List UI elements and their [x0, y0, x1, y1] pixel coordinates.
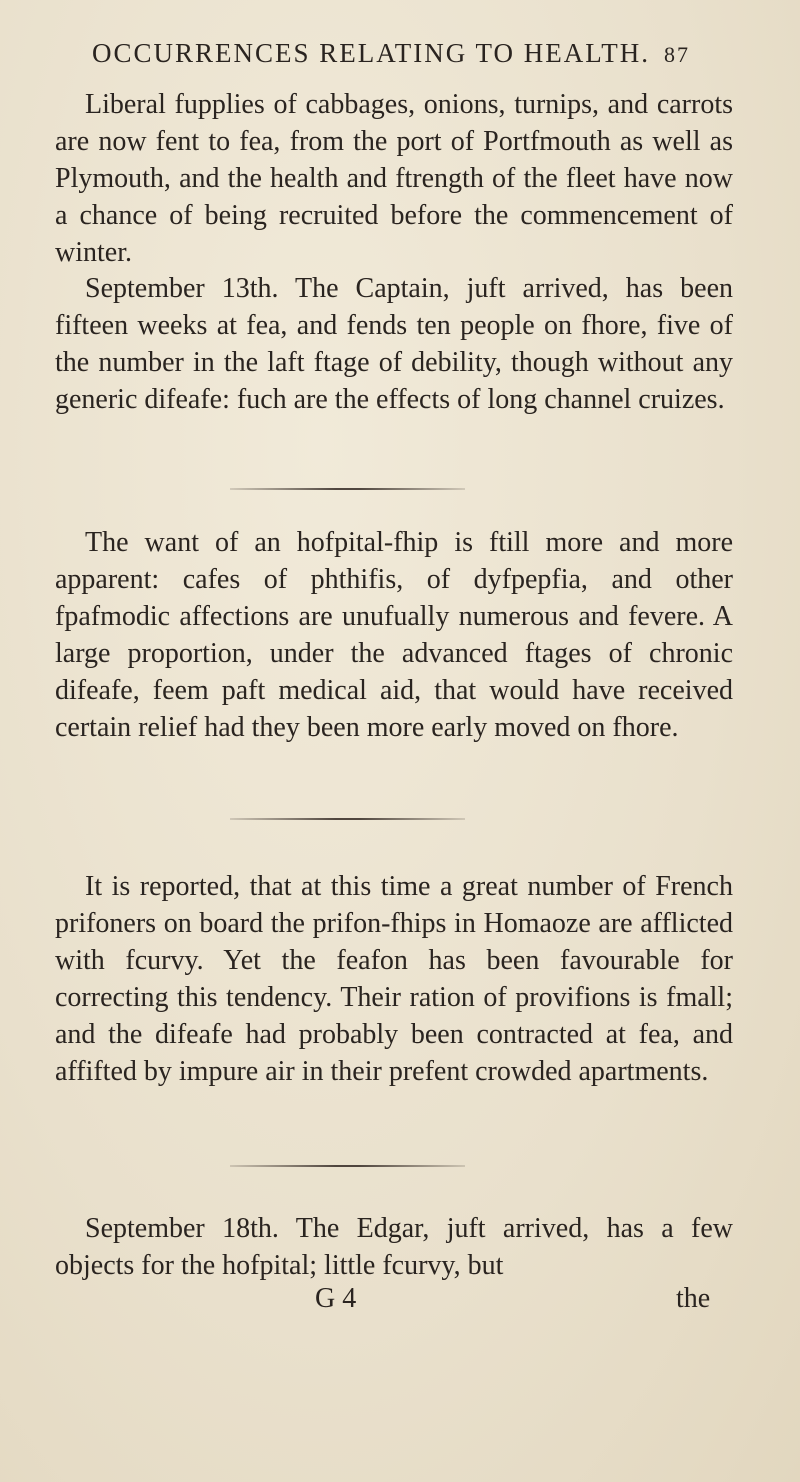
paragraph-text: September 18th. The Edgar, juft arrived, has a few objects for the hofpital; little fcurvy, but — [55, 1213, 733, 1281]
catchword: the — [676, 1283, 711, 1314]
paragraph-supplies — [55, 86, 733, 271]
paragraph-french-prisoners — [55, 868, 733, 1090]
page-number: 87 — [664, 42, 691, 67]
section-divider — [230, 818, 465, 820]
paragraph-hospital-ship — [55, 524, 733, 746]
paragraph-text: It is reported, that at this time a great number of French prifoners on board the prifon-fhips in Homaoze are afflicted with fcurvy. Yet the feafon has been favourable for correcting this tendency. Their ration of provifions is fmall; and the difeafe had probably been contracted at fea, and affifted by impure air in their prefent crowded apartments. — [55, 871, 733, 1087]
running-title: OCCURRENCES RELATING TO HEALTH. — [92, 38, 651, 68]
signature-mark: G 4 — [315, 1283, 357, 1314]
paragraph-september-18 — [55, 1210, 733, 1284]
section-divider — [230, 488, 465, 490]
section-divider — [230, 1165, 465, 1167]
paragraph-text: Liberal fupplies of cabbages, onions, turnips, and carrots are now fent to fea, from the port of Portfmouth as well as Plymouth, and the health and ftrength of the fleet have now a chance of being recruited before the commencement of winter. — [55, 89, 733, 268]
paragraph-text: The want of an hofpital-fhip is ftill more and more apparent: cafes of phthifis, of dyfpepfia, and other fpafmodic affections are unufually numerous and fevere. A large proportion, under the advanced ftages of chronic difeafe, feem paft medical aid, that would have received certain relief had they been more early moved on fhore. — [55, 527, 733, 743]
running-head — [92, 38, 732, 69]
paragraph-september-13 — [55, 270, 733, 418]
paragraph-text: September 13th. The Captain, juft arrived, has been fifteen weeks at fea, and fends ten people on fhore, five of the number in the laft ftage of debility, though without any generic difeafe: fuch are the effects of long channel cruizes. — [55, 273, 733, 415]
